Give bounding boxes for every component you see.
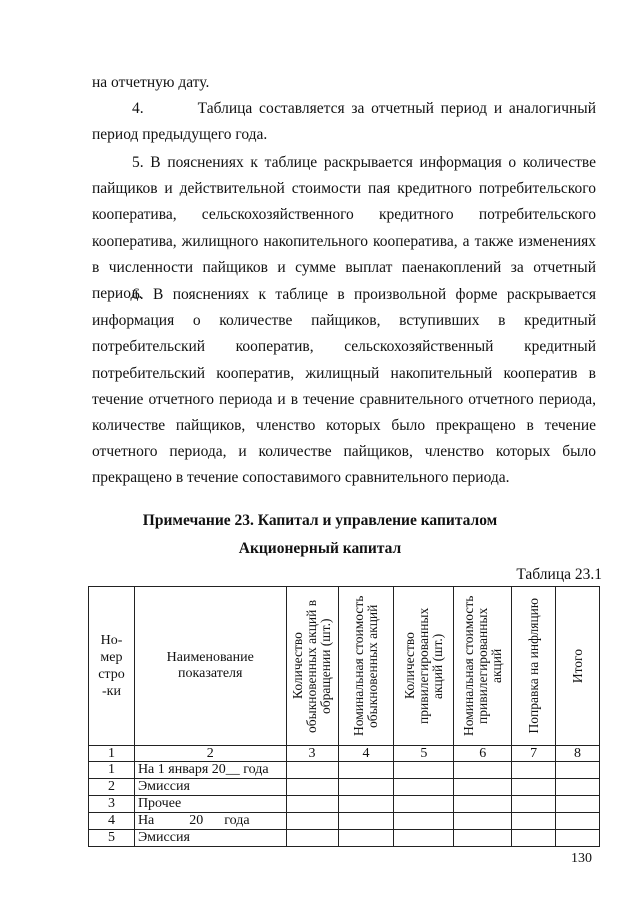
row-number: 4 — [89, 813, 135, 830]
row-number: 5 — [89, 830, 135, 847]
row-name: Эмиссия — [134, 779, 286, 796]
header-indicator-name: Наименование показателя — [134, 587, 286, 746]
header-preferred-shares-nominal: Номинальная стоимость привилегированных акций — [454, 587, 512, 746]
cell — [338, 762, 394, 779]
cell — [338, 830, 394, 847]
header-inflation-adjustment: Поправка на инфляцию — [512, 587, 556, 746]
row-name: На 20 года — [134, 813, 286, 830]
header-common-shares-count: Количество обыкновенных акций в обращении (шт.) — [286, 587, 338, 746]
column-number: 3 — [286, 746, 338, 762]
cell — [286, 813, 338, 830]
column-number-row — [89, 746, 600, 762]
header-row-number: Но-мер стро-ки — [89, 587, 135, 746]
cell — [556, 779, 600, 796]
cell — [394, 796, 454, 813]
cell — [556, 796, 600, 813]
table-header-row — [89, 587, 600, 746]
cell — [394, 830, 454, 847]
table-caption: Таблица 23.1 — [516, 566, 602, 583]
section-heading: Акционерный капитал — [238, 540, 402, 557]
column-number: 4 — [338, 746, 394, 762]
share-capital-table — [88, 586, 600, 847]
cell — [338, 779, 394, 796]
column-number: 7 — [512, 746, 556, 762]
cell — [338, 796, 394, 813]
cell — [512, 813, 556, 830]
note-heading: Примечание 23. Капитал и управление капиталом — [142, 512, 498, 529]
row-name: Прочее — [134, 796, 286, 813]
cell — [286, 796, 338, 813]
column-number: 6 — [454, 746, 512, 762]
row-name: На 1 января 20__ года — [134, 762, 286, 779]
cell — [454, 796, 512, 813]
paragraph-4: 4. Таблица составляется за отчетный период и аналогичный период предыдущего года. — [92, 100, 596, 144]
table-row — [89, 779, 600, 796]
paragraph-continuation: на отчетную дату. — [92, 74, 210, 91]
cell — [512, 762, 556, 779]
column-number: 1 — [89, 746, 135, 762]
cell — [394, 813, 454, 830]
table-row — [89, 762, 600, 779]
table-row — [89, 796, 600, 813]
cell — [454, 762, 512, 779]
cell — [454, 813, 512, 830]
header-preferred-shares-count: Количество привилегированных акций (шт.) — [394, 587, 454, 746]
column-number: 8 — [556, 746, 600, 762]
cell — [286, 762, 338, 779]
cell — [338, 813, 394, 830]
cell — [286, 779, 338, 796]
table-row — [89, 830, 600, 847]
paragraph-5: 5. В пояснениях к таблице раскрывается информация о количестве пайщиков и действительной стоимости пая кредитного потребительского кооператива, сельскохозяйственного кредитного потребительского кооператива, жилищного накопительного кооператива, а также изменениях в численности пайщиков и сумме выплат паенакоплений за отчетный период. — [92, 154, 596, 303]
cell — [556, 813, 600, 830]
cell — [556, 762, 600, 779]
row-number: 3 — [89, 796, 135, 813]
column-number: 5 — [394, 746, 454, 762]
header-total: Итого — [556, 587, 600, 746]
cell — [394, 762, 454, 779]
column-number: 2 — [134, 746, 286, 762]
table-row — [89, 813, 600, 830]
cell — [512, 796, 556, 813]
cell — [286, 830, 338, 847]
row-number: 1 — [89, 762, 135, 779]
cell — [454, 779, 512, 796]
header-common-shares-nominal: Номинальная стоимость обыкновенных акций — [338, 587, 394, 746]
row-name: Эмиссия — [134, 830, 286, 847]
cell — [454, 830, 512, 847]
cell — [512, 779, 556, 796]
row-number: 2 — [89, 779, 135, 796]
page-number: 130 — [571, 851, 592, 866]
cell — [556, 830, 600, 847]
cell — [394, 779, 454, 796]
paragraph-6: 6. В пояснениях к таблице в произвольной форме раскрывается информация о количестве пайщиков, вступивших в кредитный потребительский кооператив, сельскохозяйственный кредитный потребительский кооператив, жилищный накопительный кооператив в течение отчетного периода и в течение сравнительного отчетного периода, количестве пайщиков, членство которых было прекращено в течение отчетного периода, и количестве пайщиков, членство которых было прекращено в течение сопоставимого сравнительного периода. — [92, 286, 596, 487]
cell — [512, 830, 556, 847]
